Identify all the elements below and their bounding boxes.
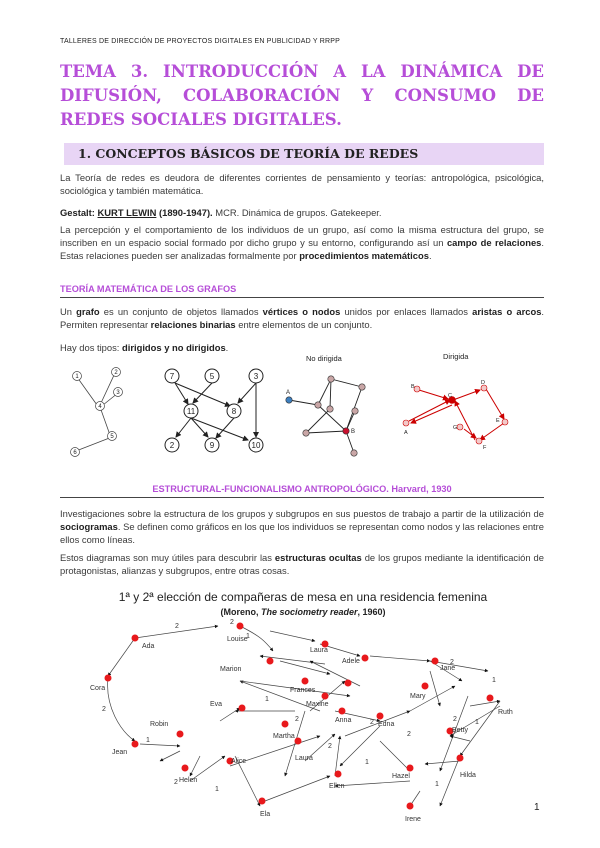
dir-node [403,420,409,426]
paragraph-sociograms: Investigaciones sobre la estructura de los grupos y subgrupos en sus puestos de trabajo a partir de la utilización de sociogramas. Se definen como gráficos en los que los individuos se representan como nodos y las relaciones entre ellos como líneas. [60,508,544,545]
dir-node [414,386,420,392]
person-node [335,771,342,778]
directed-graph-edges [409,389,504,440]
dir-node [457,424,463,430]
person-node [239,705,246,712]
person-label: Edna [378,721,395,728]
edge-label: 2 [407,731,411,738]
edge-label: 2 [328,743,332,750]
page-number: 1 [534,802,540,813]
person-label: Maxine [306,701,329,708]
dir-label: A [404,430,408,436]
sociogram-edges [108,626,500,806]
person-node [362,655,369,662]
person-node [457,755,464,762]
undirected-graph-nodes [286,376,365,456]
person-node [105,675,112,682]
paragraph-graph-definition: Un grafo es un conjunto de objetos llamados vértices o nodos unidos por enlaces llamados aristas o arcos. Permiten representar relaciones binarias entre elementos de un conjunto. [60,306,545,330]
und-node [328,376,334,382]
tree-label: 2 [114,370,118,376]
person-node [377,713,384,720]
dag-label: 7 [169,372,175,381]
paragraph-intro: La Teoría de redes es deudora de diferentes corrientes de pensamiento y teorías: antropológica, psicológica, sociológica y también matemática. [60,172,544,196]
edge-label: 2 [102,706,106,713]
graph-examples-figure [60,345,544,465]
person-node [422,683,429,690]
sociogram-edge-labels [102,619,496,793]
edge-label: 2 [450,659,454,666]
tree-label: 4 [98,404,102,410]
chapter-title: TEMA 3. INTRODUCCIÓN A LA DINÁMICA DE DIFUSIÓN, COLABORACIÓN Y CONSUMO DE REDES SOCIALES DIGITALES. [60,62,544,129]
edge-label: 2 [453,716,457,723]
person-label: Louise [227,636,248,643]
und-node [352,408,358,414]
tree-label: 1 [75,374,79,380]
dir-label: F [483,445,487,451]
und-node [327,406,333,412]
person-label: Irene [405,816,421,823]
person-label: Martha [273,733,295,740]
undirected-graph-edges [289,379,362,453]
person-label: Alice [231,758,247,765]
person-label: Helen [179,777,198,784]
dag-graph-nodes [165,369,263,452]
und-node [303,430,309,436]
und-node [286,397,292,403]
und-node [315,402,321,408]
edge-label: 1 [265,696,269,703]
person-label: Cora [90,685,106,692]
person-label: Adele [342,658,360,665]
gestalt-years: (1890-1947). [158,207,213,218]
edge-label: 1 [146,737,150,744]
dag-label: 3 [253,372,259,381]
dir-label: C [448,393,452,399]
person-label: Ela [260,811,271,818]
paragraph-graph-types: Hay dos tipos: dirigidos y no dirigidos. [60,342,229,353]
dir-node [502,419,508,425]
gestalt-author: KURT LEWIN [97,207,157,218]
edge-label: 1 [475,719,479,726]
edge-label: 1 [365,759,369,766]
person-node [132,741,139,748]
person-node [407,765,414,772]
person-label: Anna [335,717,352,724]
edge-label: 2 [174,779,178,786]
subheading-graph-theory: TEORÍA MATEMÁTICA DE LOS GRAFOS [60,284,544,298]
tree-label: 3 [116,390,120,396]
edge-label: 1 [492,677,496,684]
dag-label: 8 [231,407,237,416]
person-label: Eva [210,701,223,708]
edge-label: 1 [435,781,439,788]
paragraph-perception: La percepción y el comportamiento de los individuos de un grupo, así como la misma estructura del grupo, se inscriben en un espacio social formado por dicho grupo y su entorno, configurando así un campo de relaciones. Estas relaciones pueden ser analizadas formalmente por procedimientos matemáticos. [60,224,544,261]
gestalt-label: Gestalt: [60,207,95,218]
person-label: Jean [112,749,128,756]
person-label: Hazel [392,773,410,780]
directed-graph-nodes [403,385,508,444]
undirected-graph-caption: No dirigida [306,354,342,363]
person-node [295,738,302,745]
person-node [259,798,266,805]
edge-label: 2 [175,623,179,630]
person-node [345,680,352,687]
dag-label: 10 [251,441,261,450]
edge-label: 1 [215,786,219,793]
dir-label: G [453,425,458,431]
person-node [282,721,289,728]
und-node [359,384,365,390]
sociogram-subtitle: (Moreno, The sociometry reader, 1960) [220,607,386,617]
person-node [487,695,494,702]
und-node [351,450,357,456]
dag-label: 9 [209,441,215,450]
person-node [407,803,414,810]
person-node [182,765,189,772]
person-node [177,731,184,738]
edge-label: 1 [246,633,250,640]
person-label: Ada [142,643,155,650]
paragraph-gestalt [60,206,544,219]
person-label: Jane [440,665,456,672]
edge-label: 2 [295,716,299,723]
person-label: Frances [290,687,316,694]
person-label: Laura [295,755,313,762]
dag-label: 2 [169,441,175,450]
subheading-structural-functionalism: ESTRUCTURAL-FUNCIONALISMO ANTROPOLÓGICO. Harvard, 1930 [60,484,544,498]
person-label: Marion [220,666,242,673]
person-label: Mary [410,693,426,700]
dir-label: D [481,380,485,386]
tree-label: 5 [110,434,114,440]
dag-graph-labels [170,372,261,450]
dir-label: E [496,418,500,424]
edge-label: 2 [370,719,374,726]
und-label: A [286,390,291,396]
person-node [339,708,346,715]
und-node [343,428,349,434]
running-header: TALLERES DE DIRECCIÓN DE PROYECTOS DIGITALES EN PUBLICIDAD Y RRPP [60,38,340,45]
dag-label: 5 [209,372,215,381]
gestalt-rest: MCR. Dinámica de grupos. Gatekeeper. [212,207,382,218]
person-node [237,623,244,630]
person-node [267,658,274,665]
und-label: B [351,429,356,435]
person-node [432,658,439,665]
dag-label: 11 [186,407,196,416]
person-node [322,693,329,700]
section-title: 1. CONCEPTOS BÁSICOS DE TEORÍA DE REDES [78,146,419,161]
tree-label: 6 [73,450,77,456]
paragraph-hidden-structures: Estos diagramas son muy útiles para descubrir las estructuras ocultas de los grupos mediante la identificación de protagonistas, alianzas y subgrupos, entre otras cosas. [60,552,544,576]
person-label: Robin [150,721,169,728]
person-label: Hilda [460,772,476,779]
person-label: Laura [310,647,328,654]
directed-graph-caption: Dirigida [443,352,469,361]
sociogram-figure [80,586,526,844]
person-node [302,678,309,685]
dir-label: B [411,384,415,390]
sociogram-title: 1ª y 2ª elección de compañeras de mesa en una residencia femenina [118,590,488,604]
dir-node [476,438,482,444]
person-node [132,635,139,642]
person-label: Betty [452,727,468,734]
person-label: Ruth [498,709,513,716]
person-label: Ellen [329,783,345,790]
edge-label: 2 [230,619,234,626]
